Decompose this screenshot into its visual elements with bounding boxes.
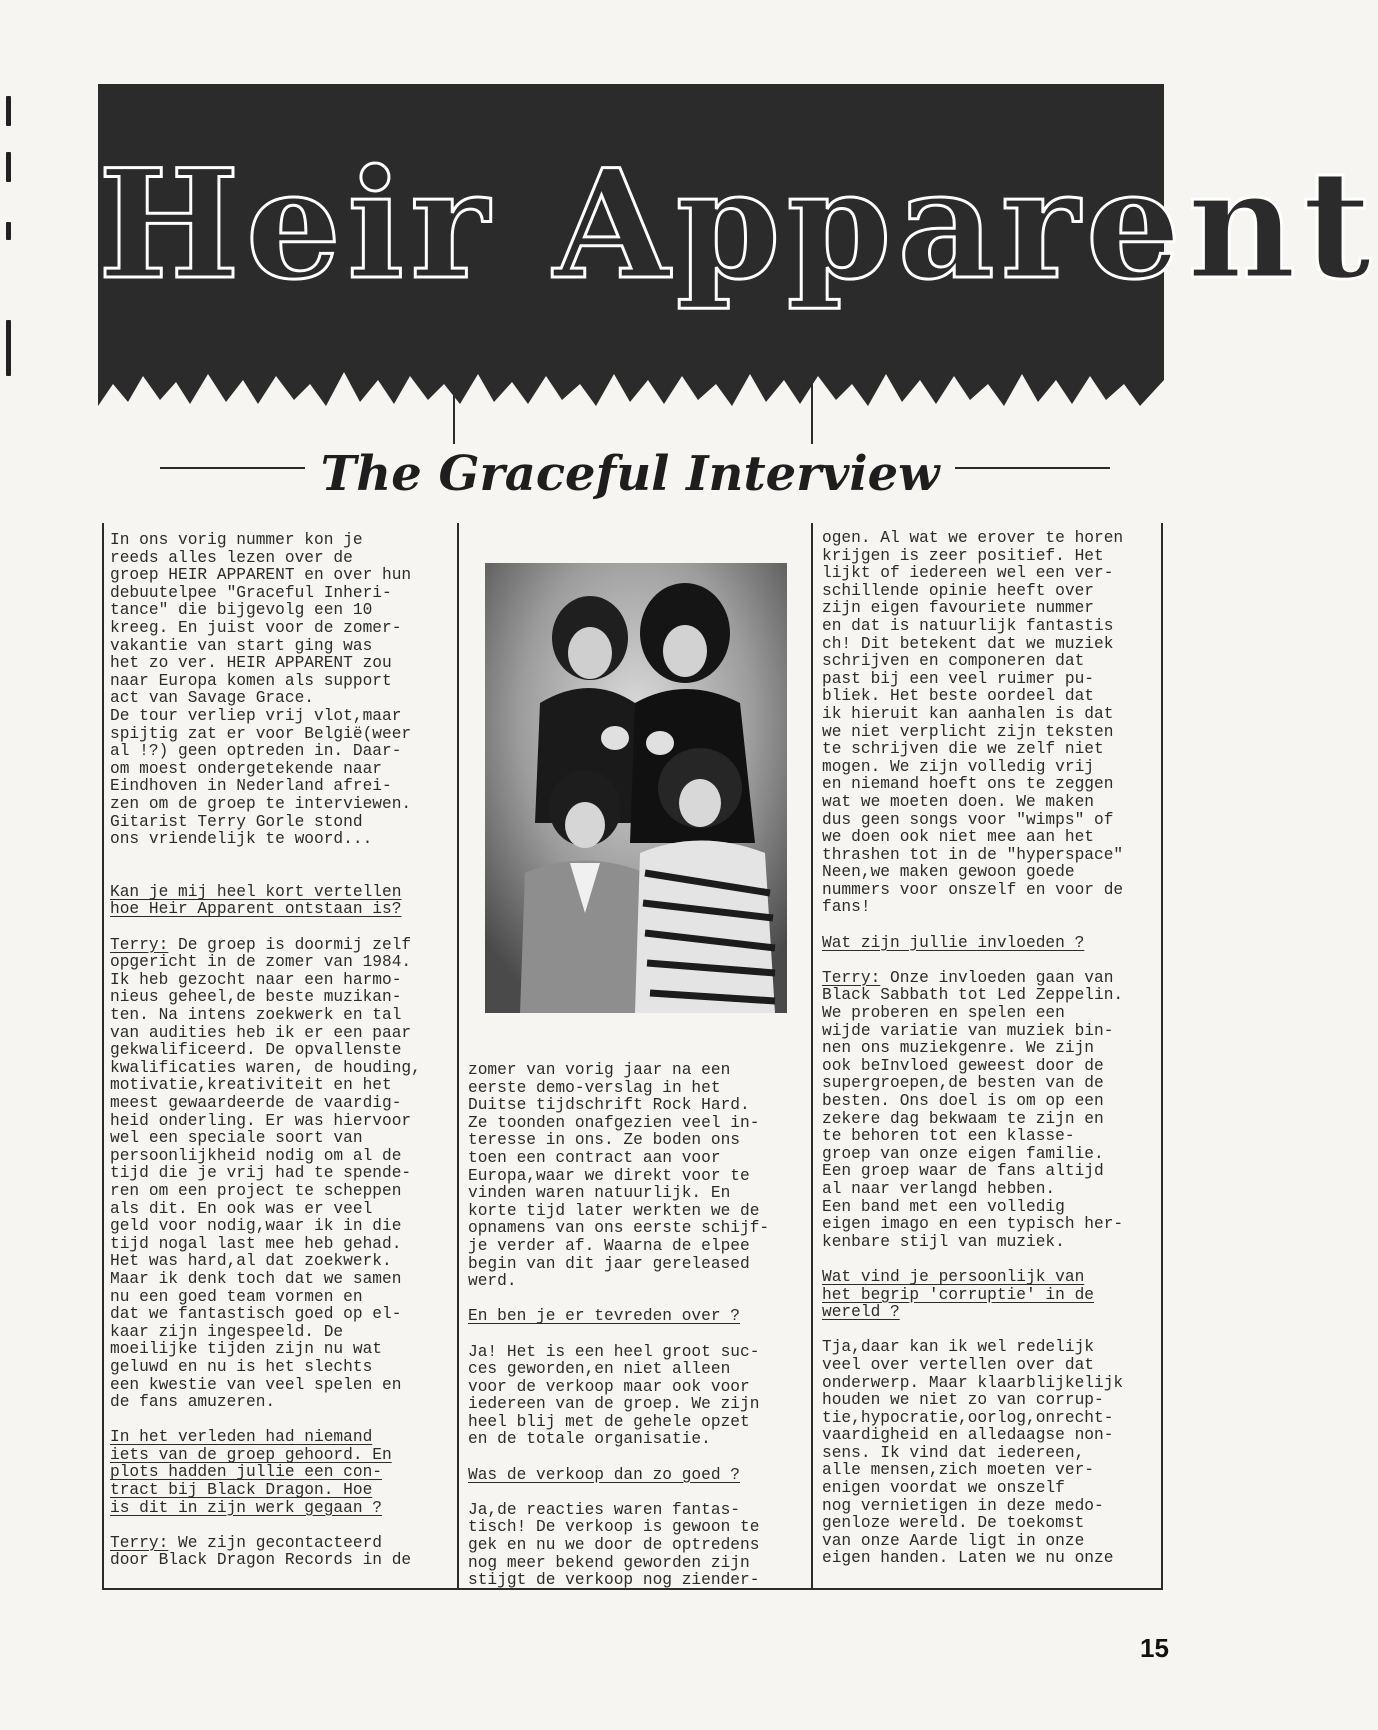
body-text-line: ch! Dit betekent dat we muziek: [822, 634, 1114, 653]
body-text-line: al !?) geen optreden in. Daar-: [110, 742, 402, 761]
column-divider-2: [811, 523, 813, 1590]
body-text-line: supergroepen,de besten van de: [822, 1074, 1104, 1093]
paragraph-gap: [822, 952, 1123, 970]
interview-question-line: hoe Heir Apparent ontstaan is?: [110, 900, 402, 919]
body-text-line: gekwalificeerd. De opvallenste: [110, 1041, 402, 1060]
interview-question-line: Wat vind je persoonlijk van: [822, 1267, 1085, 1286]
answer-text: De groep is doormij zelf: [168, 935, 412, 954]
speaker-label: Terry:: [822, 968, 881, 987]
body-text-line: als dit. En ook was er veel: [110, 1199, 373, 1218]
body-text-line: thrashen tot in de "hyperspace": [822, 845, 1124, 864]
interview-question-line: wereld ?: [822, 1303, 900, 1322]
body-text-line: Het was hard,al dat zoekwerk.: [110, 1252, 392, 1271]
body-text-line: opnamens van ons eerste schijf-: [468, 1219, 770, 1238]
paragraph-gap: [468, 1449, 769, 1467]
body-text-line: schrijven en componeren dat: [822, 652, 1085, 671]
body-text-line: om moest ondergetekende naar: [110, 759, 382, 778]
interview-question-line: Wat zijn jullie invloeden ?: [822, 933, 1085, 952]
body-text-line: zomer van vorig jaar na een: [468, 1061, 731, 1079]
body-text-line: dat we fantastisch goed op el-: [110, 1305, 402, 1324]
paragraph-gap: [110, 1517, 421, 1535]
body-text-line: ons vriendelijk te woord...: [110, 830, 373, 849]
interview-question-line: tract bij Black Dragon. Hoe: [110, 1481, 373, 1500]
body-text-line: krijgen is zeer positief. Het: [822, 546, 1104, 565]
body-text-line: In ons vorig nummer kon je: [110, 531, 363, 549]
binder-mark: [6, 222, 11, 240]
body-text-line: nog meer bekend geworden zijn: [468, 1553, 750, 1572]
body-text-line: Duitse tijdschrift Rock Hard.: [468, 1096, 750, 1115]
body-text-line: persoonlijkheid nodig om al de: [110, 1146, 402, 1165]
paragraph-gap: [822, 1251, 1123, 1269]
paragraph-gap: [110, 919, 421, 937]
column-divider-1: [457, 523, 459, 1590]
body-text-line: stijgt de verkoop nog ziender-: [468, 1571, 760, 1590]
paragraph-gap: [468, 1291, 769, 1309]
body-text-line: groep van onze eigen familie.: [822, 1144, 1104, 1163]
body-text-line: reeds alles lezen over de: [110, 548, 353, 567]
body-text-line: geluwd en nu is het slechts: [110, 1357, 373, 1376]
body-text-line: moeilijke tijden zijn nu wat: [110, 1340, 382, 1359]
body-text-line: Gitarist Terry Gorle stond: [110, 812, 363, 831]
interview-question-line: iets van de groep gehoord. En: [110, 1445, 392, 1464]
body-text-line: van onze Aarde ligt in onze: [822, 1531, 1085, 1550]
body-text-line: tijd die je vrij had te spende-: [110, 1164, 412, 1183]
body-text-line: teresse in ons. Ze boden ons: [468, 1131, 740, 1150]
body-text-line: en niemand hoeft ons te zeggen: [822, 775, 1114, 794]
answer-text: We zijn gecontacteerd: [168, 1533, 383, 1552]
body-text-line: en dat is natuurlijk fantastis: [822, 616, 1114, 635]
paragraph-gap: [110, 849, 421, 867]
interview-question-line: Was de verkoop dan zo goed ?: [468, 1465, 740, 1484]
body-text-line: Black Sabbath tot Led Zeppelin.: [822, 986, 1124, 1005]
body-text-line: tijd nogal last mee heb gehad.: [110, 1234, 402, 1253]
article-column-1: [110, 532, 421, 1570]
body-text-line: Tja,daar kan ik wel redelijk: [822, 1338, 1094, 1357]
body-text-line: Ja! Het is een heel groot suc-: [468, 1342, 760, 1361]
body-text-line: houden we niet zo van corrup-: [822, 1391, 1104, 1410]
speaker-label: Terry:: [110, 1533, 169, 1552]
body-text-line: naar Europa komen als support: [110, 671, 392, 690]
body-text-line: wijde variatie van muziek bin-: [822, 1021, 1114, 1040]
body-text-line: en de totale organisatie.: [468, 1430, 711, 1449]
binder-mark: [6, 320, 11, 376]
body-text-line: veel over vertellen over dat: [822, 1355, 1094, 1374]
speaker-label: Terry:: [110, 935, 169, 954]
body-text-line: Maar ik denk toch dat we samen: [110, 1269, 402, 1288]
body-text-line: ren om een project te scheppen: [110, 1181, 402, 1200]
body-text-line: wat we moeten doen. We maken: [822, 792, 1094, 811]
body-text-line: werd.: [468, 1272, 517, 1291]
body-text-line: act van Savage Grace.: [110, 689, 314, 708]
body-text-line: besten. Ons doel is om op een: [822, 1092, 1104, 1110]
interview-answer-line: [822, 970, 1123, 988]
column-divider-left: [102, 523, 104, 1590]
body-text-line: kaar zijn ingespeeld. De: [110, 1322, 344, 1341]
body-text-line: spijtig zat er voor België(weer: [110, 724, 412, 743]
paragraph-gap: [110, 1412, 421, 1430]
body-text-line: door Black Dragon Records in de: [110, 1551, 412, 1570]
body-text-line: dus geen songs voor "wimps" of: [822, 810, 1114, 829]
body-text-line: zekere dag bekwaam te zijn en: [822, 1109, 1104, 1128]
page-number: 15: [1140, 1633, 1169, 1663]
body-text-line: mogen. We zijn volledig vrij: [822, 757, 1094, 776]
body-text-line: past bij een veel ruimer pu-: [822, 669, 1094, 688]
body-text-line: nummers voor onszelf en voor de: [822, 880, 1124, 899]
body-text-line: te schrijven die we zelf niet: [822, 740, 1104, 759]
binder-mark: [6, 96, 11, 126]
body-text-line: Ik heb gezocht naar een harmo-: [110, 970, 402, 989]
body-text-line: schillende opinie heeft over: [822, 581, 1094, 600]
body-text-line: bliek. Het beste oordeel dat: [822, 687, 1094, 706]
body-text-line: iedereen van de groep. We zijn: [468, 1395, 760, 1414]
band-photo: [485, 563, 787, 1013]
body-text-line: eerste demo-verslag in het: [468, 1078, 721, 1097]
body-text-line: voor de verkoop maar ook voor: [468, 1377, 750, 1396]
body-text-line: Eindhoven in Nederland afrei-: [110, 777, 392, 796]
body-text-line: de fans amuzeren.: [110, 1393, 276, 1412]
paragraph-gap: [822, 917, 1123, 935]
body-text-line: ik hieruit kan aanhalen is dat: [822, 704, 1114, 723]
body-text-line: debuutelpee "Graceful Inheri-: [110, 583, 392, 602]
body-text-line: van audities heb ik er een paar: [110, 1023, 412, 1042]
body-text-line: opgericht in de zomer van 1984.: [110, 953, 412, 972]
interview-answer-line: [110, 937, 421, 955]
paragraph-gap: [468, 1484, 769, 1502]
interview-question-line: Kan je mij heel kort vertellen: [110, 882, 402, 901]
body-text-line: je verder af. Waarna de elpee: [468, 1236, 750, 1255]
body-text-line: wel een speciale soort van: [110, 1129, 363, 1148]
article-column-2: [468, 1062, 769, 1590]
body-text-line: groep HEIR APPARENT en over hun: [110, 566, 412, 585]
body-text-line: toen een contract aan voor: [468, 1148, 721, 1167]
body-text-line: het zo ver. HEIR APPARENT zou: [110, 654, 392, 673]
body-text-line: alle mensen,zich moeten ver-: [822, 1461, 1094, 1480]
body-text-line: nen ons muziekgenre. We zijn: [822, 1039, 1094, 1058]
body-text-line: kenbare stijl van muziek.: [822, 1232, 1065, 1251]
body-text-line: heel blij met de gehele opzet: [468, 1412, 750, 1431]
body-text-line: zen om de groep te interviewen.: [110, 794, 412, 813]
body-text-line: sens. Ik vind dat iedereen,: [822, 1443, 1085, 1462]
paragraph-gap: [468, 1326, 769, 1344]
body-text-line: ten. Na intens zoekwerk en tal: [110, 1006, 402, 1025]
interview-question-line: is dit in zijn werk gegaan ?: [110, 1498, 382, 1517]
interview-question-line: In het verleden had niemand: [110, 1428, 373, 1447]
body-text-line: tisch! De verkoop is gewoon te: [468, 1518, 760, 1537]
body-text-line: kwalificaties waren, de houding,: [110, 1058, 421, 1077]
body-text-line: vaardigheid en alledaagse non-: [822, 1426, 1114, 1445]
body-text-line: te behoren tot een klasse-: [822, 1127, 1075, 1146]
body-text-line: we doen ook niet mee aan het: [822, 828, 1094, 847]
body-text-line: heid onderling. Er was hiervoor: [110, 1111, 412, 1130]
body-text-line: motivatie,kreativiteit en het: [110, 1076, 392, 1095]
interview-question-line: het begrip 'corruptie' in de: [822, 1285, 1094, 1304]
body-text-line: enigen voordat we onszelf: [822, 1479, 1065, 1498]
body-text-line: Europa,waar we direkt voor te: [468, 1166, 750, 1185]
body-text-line: geld voor nodig,waar ik in die: [110, 1217, 402, 1236]
body-text-line: De tour verliep vrij vlot,maar: [110, 706, 402, 725]
body-text-line: eigen handen. Laten we nu onze: [822, 1549, 1114, 1568]
body-text-line: vakantie van start ging was: [110, 636, 373, 655]
body-text-line: meest gewaardeerde de vaardig-: [110, 1094, 402, 1112]
body-text-line: Neen,we maken gewoon goede: [822, 863, 1075, 882]
body-text-line: een kwestie van veel spelen en: [110, 1375, 402, 1394]
interview-answer-line: [110, 1535, 421, 1553]
body-text-line: gek en nu we door de optredens: [468, 1536, 760, 1555]
body-text-line: Ja,de reacties waren fantas-: [468, 1500, 740, 1519]
body-text-line: al naar verlangd hebben.: [822, 1179, 1056, 1198]
body-text-line: we niet verplicht zijn teksten: [822, 722, 1114, 741]
column-divider-right: [1161, 523, 1163, 1590]
band-photo-figures: [485, 563, 787, 1013]
binder-mark: [6, 152, 11, 182]
body-text-line: tie,hypocratie,oorlog,onrecht-: [822, 1408, 1114, 1427]
body-text-line: nog vernietigen in deze medo-: [822, 1496, 1104, 1515]
band-title-logo: Heir Apparent: [98, 137, 1378, 313]
body-text-line: ces geworden,en niet alleen: [468, 1360, 731, 1379]
body-text-line: ook beInvloed geweest door de: [822, 1056, 1104, 1075]
body-text-line: begin van dit jaar gereleased: [468, 1254, 750, 1273]
body-text-line: korte tijd later werkten we de: [468, 1201, 760, 1220]
body-text-line: We proberen en spelen een: [822, 1004, 1065, 1023]
body-text-line: zijn eigen favouriete nummer: [822, 599, 1094, 618]
body-text-line: genloze wereld. De toekomst: [822, 1514, 1085, 1533]
subtitle: The Graceful Interview: [305, 448, 955, 501]
body-text-line: Ze toonden onafgezien veel in-: [468, 1113, 760, 1132]
body-text-line: nieus geheel,de beste muzikan-: [110, 988, 402, 1007]
body-text-line: fans!: [822, 898, 871, 917]
body-text-line: nu een goed team vormen en: [110, 1287, 363, 1306]
paragraph-gap: [110, 866, 421, 884]
paragraph-gap: [822, 1322, 1123, 1340]
body-text-line: onderwerp. Maar klaarblijkelijk: [822, 1373, 1124, 1392]
body-text-line: eigen imago en een typisch her-: [822, 1215, 1124, 1234]
body-text-line: Een groep waar de fans altijd: [822, 1162, 1104, 1181]
body-text-line: vinden waren natuurlijk. En: [468, 1184, 731, 1203]
interview-question-line: plots hadden jullie een con-: [110, 1463, 382, 1482]
body-text-line: tance" die bijgevolg een 10: [110, 601, 373, 620]
body-text-line: lijkt of iedereen wel een ver-: [822, 564, 1114, 583]
body-text-line: Een band met een volledig: [822, 1197, 1065, 1216]
answer-text: Onze invloeden gaan van: [880, 968, 1114, 987]
interview-question-line: En ben je er tevreden over ?: [468, 1307, 740, 1326]
body-text-line: kreeg. En juist voor de zomer-: [110, 618, 402, 637]
article-column-3: [822, 530, 1123, 1568]
body-text-line: ogen. Al wat we erover te horen: [822, 529, 1124, 547]
